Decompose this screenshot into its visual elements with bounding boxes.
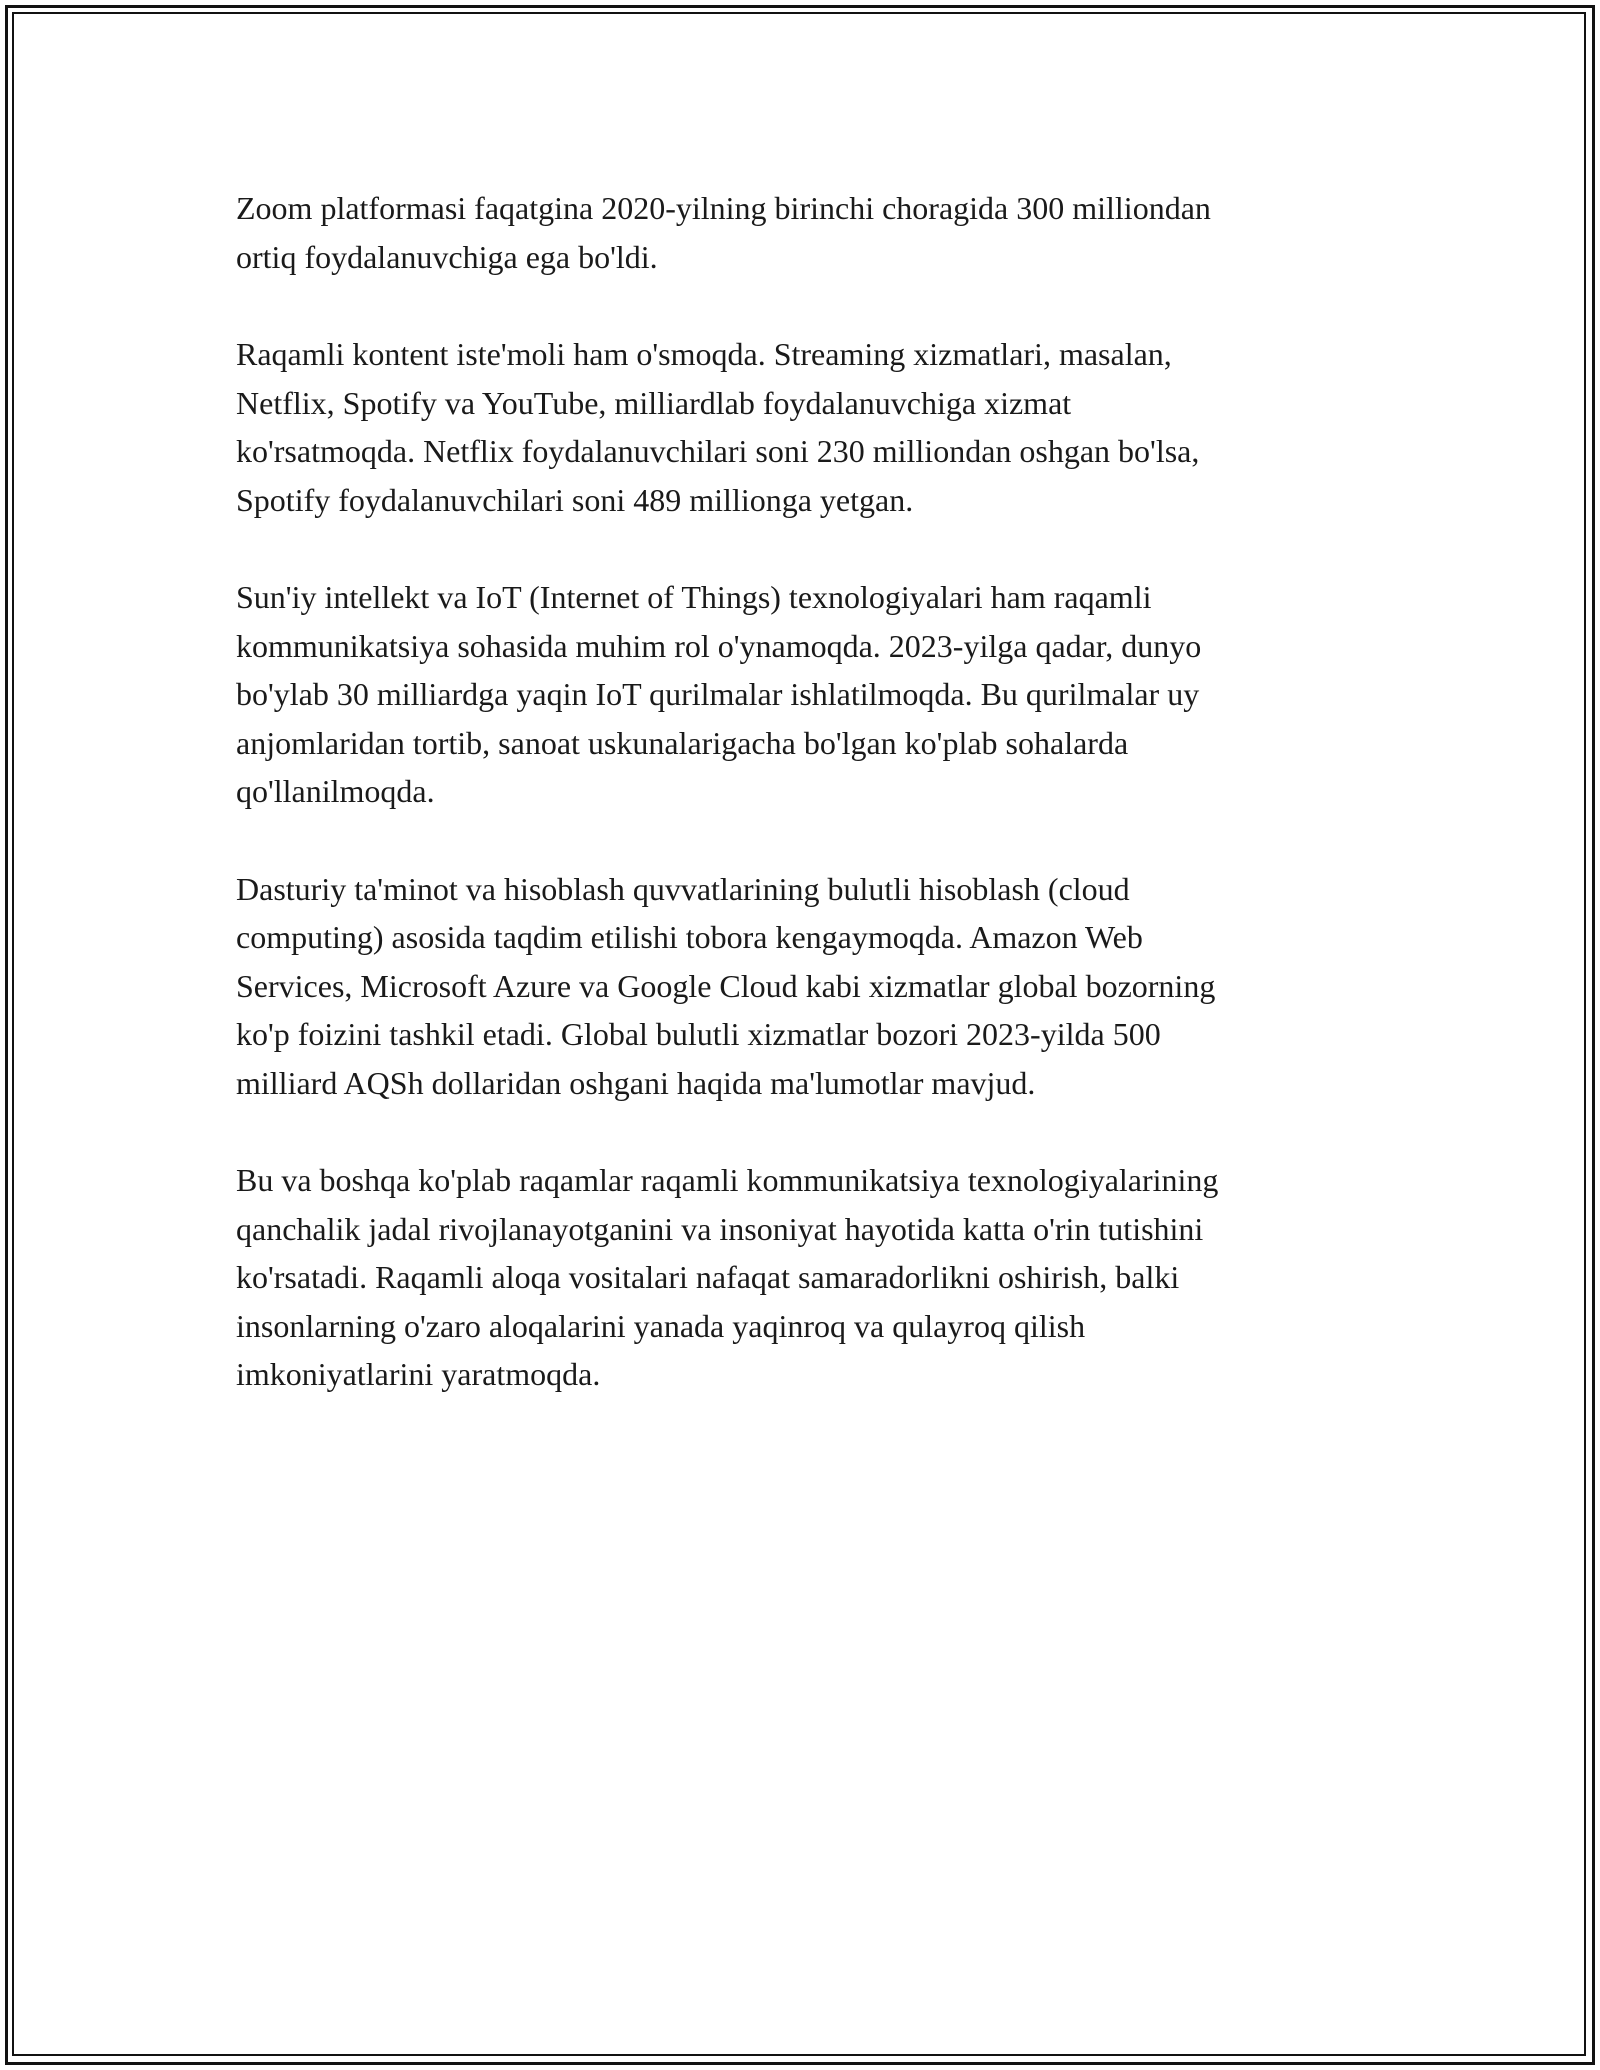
paragraph-conclusion: Bu va boshqa ko'plab raqamlar raqamli kommunikatsiya texnologiyalarining qanchalik jadal rivojlanayotganini va insoniyat hayotida katta o'rin tutishini ko'rsatadi. Raqamli aloqa vositalari nafaqat samaradorlikni oshirish, balki insonlarning o'zaro aloqalarini yanada yaqinroq va qulayroq qilish imkoniyatlarini yaratmoqda.: [236, 1162, 1219, 1392]
paragraph-zoom-users: Zoom platformasi faqatgina 2020-yilning birinchi choragida 300 milliondan ortiq foydalanuvchiga ega bo'ldi.: [236, 190, 1211, 275]
paragraph-ai-iot: Sun'iy intellekt va IoT (Internet of Things) texnologiyalari ham raqamli kommunikatsiya sohasida muhim rol o'ynamoqda. 2023-yilga qadar, dunyo bo'ylab 30 milliardga yaqin IoT qurilmalar ishlatilmoqda. Bu qurilmalar uy anjomlaridan tortib, sanoat uskunalarigacha bo'lgan ko'plab sohalarda qo'llanilmoqda.: [236, 579, 1202, 809]
paragraph-cloud-computing: Dasturiy ta'minot va hisoblash quvvatlarining bulutli hisoblash (cloud computing) asosida taqdim etilishi tobora kengaymoqda. Amazon Web Services, Microsoft Azure va Google Cloud kabi xizmatlar global bozorning ko'p foizini tashkil etadi. Global bulutli xizmatlar bozori 2023-yilda 500 milliard AQSh dollaridan oshgani haqida ma'lumotlar mavjud.: [236, 870, 1216, 1101]
paragraph-digital-content: Raqamli kontent iste'moli ham o'smoqda. Streaming xizmatlari, masalan, Netflix, Spotify va YouTube, milliardlab foydalanuvchiga xizmat ko'rsatmoqda. Netflix foydalanuvchilari soni 230 milliondan oshgan bo'lsa, Spotify foydalanuvchilari soni 489 millionga yetgan.: [236, 336, 1200, 518]
document-body: [236, 184, 1376, 1448]
